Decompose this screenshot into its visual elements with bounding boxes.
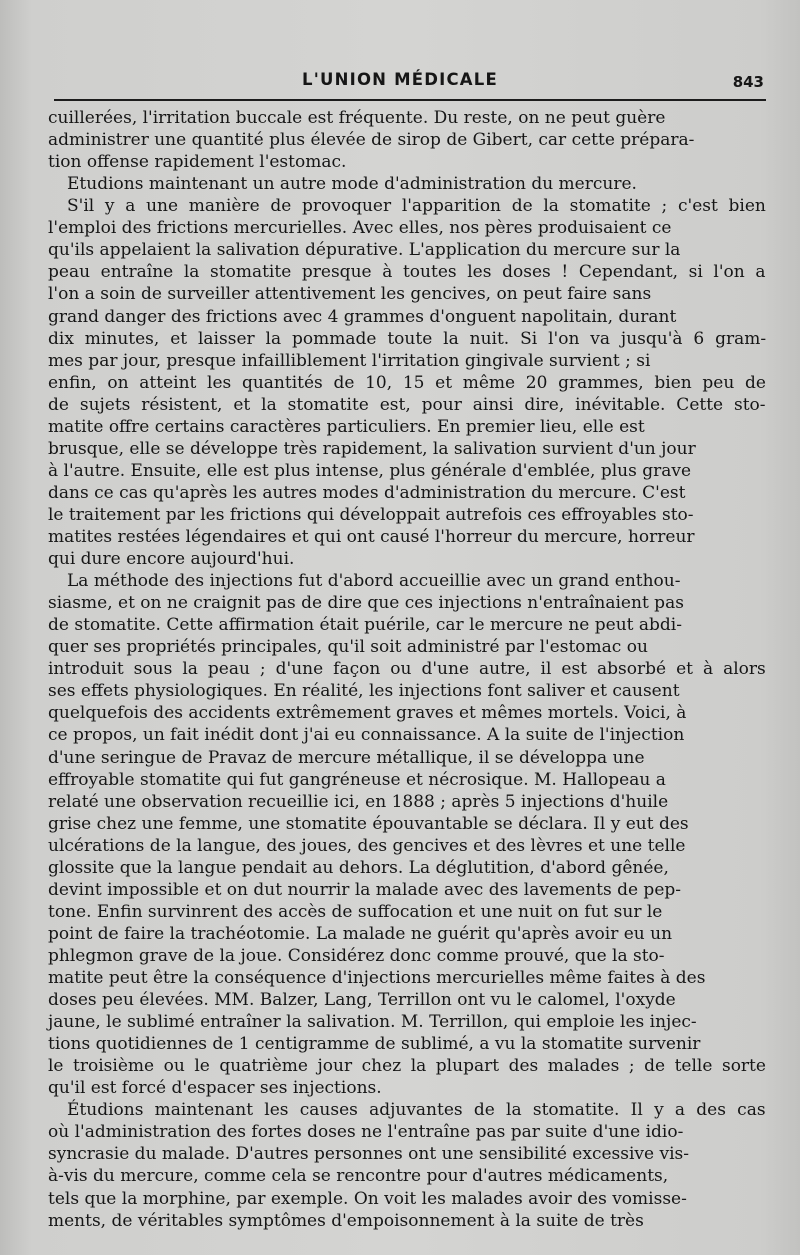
text-line: Etudions maintenant un autre mode d'administration du mercure. bbox=[67, 174, 637, 195]
text-line: enfin, on atteint les quantités de 10, 15 et même 20 grammes, bien peu de bbox=[48, 372, 766, 393]
text-line: qu'il est forcé d'espacer ses injections. bbox=[48, 1078, 382, 1099]
text-line: de sujets résistent, et la stomatite est, pour ainsi dire, inévitable. Cette sto- bbox=[48, 394, 766, 415]
text-line: brusque, elle se développe très rapidement, la salivation survient d'un jour bbox=[48, 438, 696, 459]
text-line: ce propos, un fait inédit dont j'ai eu connaissance. A la suite de l'injection bbox=[48, 725, 685, 746]
header-rule bbox=[54, 99, 766, 101]
page-number: 843 bbox=[732, 73, 764, 91]
text-line: Étudions maintenant les causes adjuvantes de la stomatite. Il y a des cas bbox=[67, 1100, 766, 1121]
text-line: matites restées légendaires et qui ont causé l'horreur du mercure, horreur bbox=[48, 526, 695, 547]
running-head bbox=[0, 70, 800, 98]
text-line: S'il y a une manière de provoquer l'apparition de la stomatite ; c'est bien bbox=[67, 196, 766, 217]
text-line: dix minutes, et laisser la pommade toute la nuit. Si l'on va jusqu'à 6 gram- bbox=[48, 328, 767, 349]
text-line: matite peut être la conséquence d'injections mercurielles même faites à des bbox=[48, 968, 706, 988]
text-line: tels que la morphine, par exemple. On voit les malades avoir des vomisse- bbox=[48, 1188, 687, 1209]
text-line: quer ses propriétés principales, qu'il soit administré par l'estomac ou bbox=[48, 637, 648, 658]
text-line: grise chez une femme, une stomatite épouvantable se déclara. Il y eut des bbox=[48, 813, 689, 834]
text-line: matite offre certains caractères particuliers. En premier lieu, elle est bbox=[48, 416, 645, 437]
text-line: qu'ils appelaient la salivation dépurative. L'application du mercure sur la bbox=[48, 240, 681, 261]
text-line: où l'administration des fortes doses ne l'entraîne pas par suite d'une idio- bbox=[48, 1122, 684, 1143]
text-line: à l'autre. Ensuite, elle est plus intense, plus générale d'emblée, plus grave bbox=[48, 460, 692, 481]
text-line: doses peu élevées. MM. Balzer, Lang, Terrillon ont vu le calomel, l'oxyde bbox=[48, 990, 676, 1010]
text-line: effroyable stomatite qui fut gangréneuse et nécrosique. M. Hallopeau a bbox=[48, 769, 666, 790]
text-line: mes par jour, presque infailliblement l'irritation gingivale survient ; si bbox=[48, 350, 651, 371]
text-line: le traitement par les frictions qui développait autrefois ces effroyables sto- bbox=[48, 504, 694, 525]
text-line: d'une seringue de Pravaz de mercure métallique, il se développa une bbox=[48, 747, 645, 768]
text-line: tone. Enfin survinrent des accès de suffocation et une nuit on fut sur le bbox=[48, 901, 663, 922]
text-line: tion offense rapidement l'estomac. bbox=[48, 152, 347, 173]
text-line: devint impossible et on dut nourrir la malade avec des lavements de pep- bbox=[48, 879, 682, 900]
text-line: l'emploi des frictions mercurielles. Avec elles, nos pères produisaient ce bbox=[48, 218, 672, 239]
text-line: jaune, le sublimé entraîner la salivation. M. Terrillon, qui emploie les injec- bbox=[48, 1012, 697, 1033]
text-line: relaté une observation recueillie ici, en 1888 ; après 5 injections d'huile bbox=[48, 791, 669, 812]
text-line: syncrasie du malade. D'autres personnes ont une sensibilité excessive vis- bbox=[48, 1144, 690, 1165]
text-line: quelquefois des accidents extrêmement graves et mêmes mortels. Voici, à bbox=[48, 703, 687, 724]
journal-title: L'UNION MÉDICALE bbox=[302, 70, 498, 89]
text-line: glossite que la langue pendait au dehors. La déglutition, d'abord gênée, bbox=[48, 857, 669, 878]
text-line: qui dure encore aujourd'hui. bbox=[48, 549, 295, 569]
text-line: grand danger des frictions avec 4 grammes d'onguent napolitain, durant bbox=[48, 306, 677, 327]
text-line: phlegmon grave de la joue. Considérez donc comme prouvé, que la sto- bbox=[48, 945, 665, 966]
text-line: peau entraîne la stomatite presque à toutes les doses ! Cependant, si l'on a bbox=[48, 262, 766, 283]
text-line: ulcérations de la langue, des joues, des gencives et des lèvres et une telle bbox=[48, 835, 686, 856]
text-line: ments, de véritables symptômes d'empoisonnement à la suite de très bbox=[48, 1210, 644, 1231]
text-line: tions quotidiennes de 1 centigramme de sublimé, a vu la stomatite survenir bbox=[48, 1034, 701, 1055]
text-line: de stomatite. Cette affirmation était puérile, car le mercure ne peut abdi- bbox=[48, 615, 682, 636]
text-line: siasme, et on ne craignit pas de dire que ces injections n'entraînaient pas bbox=[48, 593, 684, 614]
text-line: ses effets physiologiques. En réalité, les injections font saliver et causent bbox=[48, 681, 680, 702]
text-line: introduit sous la peau ; d'une façon ou d'une autre, il est absorbé et à alors bbox=[48, 659, 766, 680]
text-line: cuillerées, l'irritation buccale est fréquente. Du reste, on ne peut guère bbox=[48, 108, 666, 128]
text-line: La méthode des injections fut d'abord accueillie avec un grand enthou- bbox=[67, 571, 681, 592]
text-line: administrer une quantité plus élevée de sirop de Gibert, car cette prépara- bbox=[48, 130, 695, 151]
text-line: dans ce cas qu'après les autres modes d'administration du mercure. C'est bbox=[48, 482, 686, 503]
text-line: le troisième ou le quatrième jour chez la plupart des malades ; de telle sorte bbox=[48, 1056, 766, 1077]
text-line: l'on a soin de surveiller attentivement les gencives, on peut faire sans bbox=[48, 284, 652, 305]
text-line: point de faire la trachéotomie. La malade ne guérit qu'après avoir eu un bbox=[48, 923, 673, 944]
text-line: à-vis du mercure, comme cela se rencontre pour d'autres médicaments, bbox=[48, 1166, 669, 1187]
